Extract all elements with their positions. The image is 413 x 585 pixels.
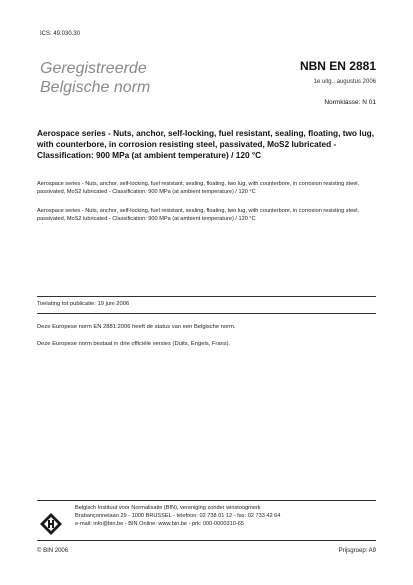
institute-contact: e-mail: info@bin.be - BIN Online: www.bin.be - prk: 000-0000310-65 — [75, 520, 244, 527]
standard-number: NBN EN 2881 — [299, 59, 376, 73]
title-translation-2: Aerospace series - Nuts, anchor, self-locking, fuel resistant, sealing, floating, two lug, with counterbore, in corrosion resisting steel, passivated, MoS2 lubricated - Classification: 900 MPa (at ambient temperature) / 120 °C — [37, 208, 360, 222]
title-translation-1: Aerospace series - Nuts, anchor, self-locking, fuel resistant, sealing, floating, two lug, with counterbore, in corrosion resisting steel, passivated, MoS2 lubricated - Classification: 900 MPa (at ambient temperature) / 120 °C — [37, 181, 360, 195]
status-statement: Deze Europese norm EN 2881:2006 heeft de status van een Belgische norm. — [37, 324, 236, 330]
bin-logo-icon — [39, 512, 63, 536]
registered-standard-title — [40, 59, 150, 97]
price-group: Prijsgroep: A9 — [338, 548, 376, 554]
divider — [37, 500, 376, 501]
versions-statement: Deze Europese norm bestaat in drie officiële versies (Duits, Engels, Frans). — [37, 341, 231, 347]
divider — [37, 313, 376, 314]
registered-title-line-2: Belgische norm — [40, 79, 151, 96]
edition-date: 1e uitg., augustus 2006 — [313, 79, 376, 85]
document-title: Aerospace series - Nuts, anchor, self-locking, fuel resistant, sealing, floating, two lug, with counterbore, in corrosion resisting steel, passivated, MoS2 lubricated - Classification: 900 MPa (at ambient temperature) / 120 °C — [37, 128, 375, 160]
classification-label: Normklasse: N 01 — [324, 99, 376, 106]
divider — [37, 296, 376, 297]
copyright: © BIN 2006 — [37, 548, 69, 554]
publication-date: Toelating tot publicatie: 19 juni 2006 — [37, 301, 130, 307]
registered-title-line-1: Geregistreerde — [40, 60, 147, 77]
institute-info — [75, 505, 280, 528]
institute-name: Belgisch Instituut voor Normalisatie (BIN), vereniging zonder winstoogmerk — [75, 505, 261, 511]
divider — [37, 540, 376, 541]
institute-address: Brabançonnelaan 29 - 1000 BRUSSEL - telefoon: 02 738 01 12 - fax: 02 733 42 64 — [75, 512, 281, 519]
ics-code: ICS: 49.030.30 — [40, 31, 81, 37]
